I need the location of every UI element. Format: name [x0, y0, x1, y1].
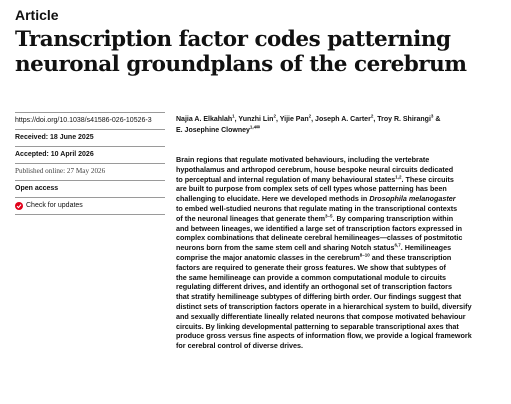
abstract-text: comprise the major anatomic classes in the cerebrum [176, 252, 360, 262]
abstract-text: neurons born from the same stem cell and sharing Notch status [176, 243, 395, 253]
abstract-line: that stratify hemilineage subtypes of differing birth order. Our findings suggest that [176, 292, 462, 302]
author-name[interactable]: E. Josephine Clowney [176, 127, 250, 134]
abstract-line: factors are required to generate their gross features. We show that subtypes of [176, 262, 446, 272]
article-metadata-sidebar [15, 112, 165, 215]
paper-title-line-1: Transcription factor codes patterning [15, 27, 451, 52]
citation-ref[interactable]: 3–5 [324, 213, 333, 219]
abstract-text: . Hemilineages [400, 243, 452, 253]
citation-ref[interactable]: 8–10 [359, 252, 370, 258]
author-affiliation: 2 [273, 113, 276, 119]
article-type-label: Article [15, 7, 59, 23]
abstract-line [176, 253, 506, 263]
doi-link[interactable]: https://doi.org/10.1038/s41586-026-10526-3 [15, 112, 165, 129]
abstract-text: of the neuronal lineages that generate them [176, 213, 325, 223]
abstract-line: and sexually differentiate lineally related neurons that compose motivated behaviour [176, 311, 466, 321]
citation-ref[interactable]: 1,2 [395, 174, 402, 180]
abstract-line [176, 194, 506, 204]
author-name[interactable]: , Troy R. Shirangi [373, 116, 431, 123]
author-name[interactable]: , Yijie Pan [275, 116, 309, 123]
author-name[interactable]: Najia A. Elkahlah [176, 116, 233, 123]
abstract-line: regulating different drives, and identify an orthogonal set of transcription factors [176, 282, 452, 292]
author-affiliation: 2 [308, 113, 312, 119]
author-affiliation: 1,4✉ [249, 124, 260, 130]
author-affiliation: 1 [232, 113, 235, 119]
abstract-text: challenging to elucidate. Here we developed methods in [176, 194, 370, 204]
author-list [176, 114, 506, 136]
abstract-line: the same hemilineage can provide a common computational module to circuits [176, 272, 446, 282]
accepted-date: Accepted: 10 April 2026 [15, 146, 165, 163]
abstract-line: produce gross versus fine aspects of information flow, we provide a logical framework [176, 331, 472, 341]
received-date: Received: 18 June 2025 [15, 129, 165, 146]
abstract-line: and between lineages, we identified a large set of transcription factors expressed in [176, 223, 462, 233]
author-affiliation: 2 [370, 113, 374, 119]
check-for-updates-icon [15, 202, 23, 210]
abstract-text: . These circuits [401, 174, 454, 184]
abstract-text: and these transcription [369, 252, 452, 262]
abstract-line [176, 243, 506, 253]
abstract-line: complex combinations that delineate cerebral hemilineages—classes of postmitotic [176, 233, 463, 243]
check-for-updates-button[interactable] [15, 197, 165, 215]
abstract-line: are built to purpose from complex sets of cell types whose patterning has been [176, 184, 447, 194]
citation-ref[interactable]: 6,7 [394, 242, 401, 248]
open-access-label: Open access [15, 180, 165, 197]
author-name[interactable]: , Yunzhi Lin [234, 116, 274, 123]
abstract-line: hypothalamus and arthropod cerebrum, house bespoke neural circuits dedicated [176, 164, 454, 174]
abstract-text: to perceptual and internal regulation of many behavioural states [176, 174, 396, 184]
abstract [176, 155, 506, 351]
author-affiliation: 3 [430, 113, 434, 119]
check-for-updates-label: Check for updates [26, 202, 83, 209]
author-line-1 [176, 114, 506, 125]
published-date: Published online: 27 May 2026 [15, 163, 165, 180]
abstract-line [176, 175, 506, 185]
author-line-2 [176, 125, 506, 136]
author-name[interactable]: , Joseph A. Carter [311, 116, 371, 123]
species-name: Drosophila melanogaster [369, 194, 456, 204]
abstract-line: for cerebral control of diverse drives. [176, 341, 304, 351]
abstract-text: . By comparing transcription within [332, 213, 454, 223]
paper-title [15, 27, 505, 77]
paper-title-line-2: neuronal groundplans of the cerebrum [15, 52, 467, 77]
abstract-line: to embed well-studied neurons that regulate mating in the transcriptional contexts [176, 203, 458, 213]
author-separator: & [433, 116, 441, 123]
abstract-line [176, 214, 506, 224]
abstract-line: circuits. By linking developmental patterning to separable transcriptional axes that [176, 321, 459, 331]
abstract-line: distinct sets of transcription factors operate in a hierarchical system to build, diversify [176, 301, 472, 311]
abstract-line: Brain regions that regulate motivated behaviours, including the vertebrate [176, 155, 430, 164]
